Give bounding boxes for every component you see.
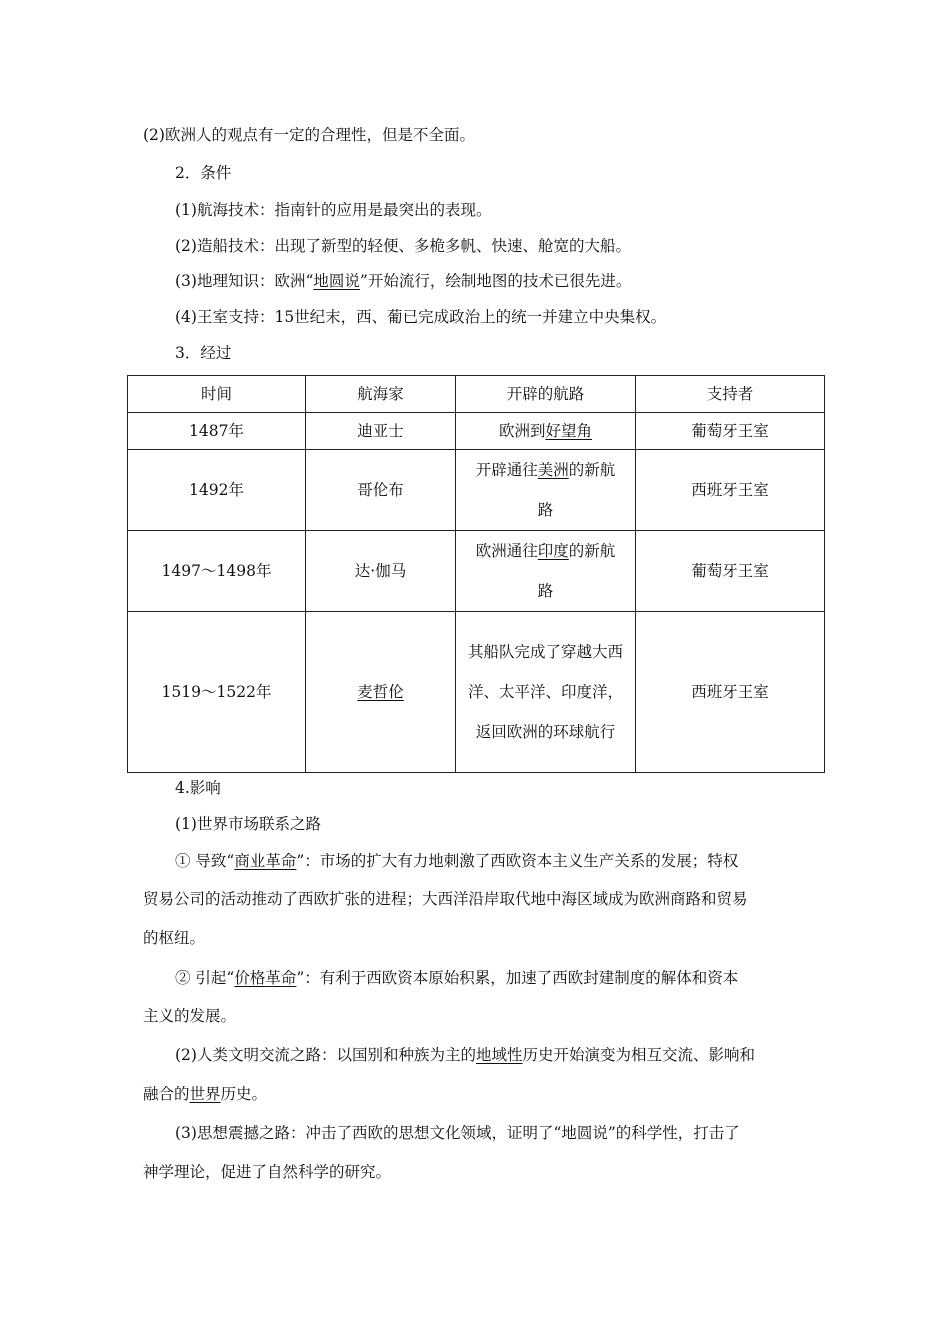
civ-l2-underlined: 世界 (189, 1085, 221, 1103)
cell-supporter: 葡萄牙王室 (636, 531, 825, 612)
price-underlined: 价格革命 (234, 969, 297, 987)
civ-l2b: 历史。 (220, 1085, 268, 1103)
route-underlined: 好望角 (545, 422, 593, 440)
cell-supporter: 西班牙王室 (636, 450, 825, 531)
route-underlined: 印度 (537, 542, 569, 560)
geo-text-a: (3)地理知识：欧洲“ (175, 272, 314, 290)
impact-price-line2: 主义的发展。 (143, 1007, 237, 1025)
impact-thought-line1: (3)思想震撼之路：冲击了西欧的思想文化领域，证明了“地圆说”的科学性，打击了 (175, 1124, 740, 1142)
price-b: ”：有利于西欧资本原始积累，加速了西欧封建制度的解体和资本 (296, 969, 739, 987)
geo-underlined: 地圆说 (313, 272, 360, 290)
condition-royal-support: (4)王室支持：15世纪末，西、葡已完成政治上的统一并建立中央集权。 (175, 308, 667, 326)
civ-b: 历史开始演变为相互交流、影响和 (522, 1046, 755, 1064)
civ-l2a: 融合的 (143, 1085, 190, 1103)
commercial-underlined: 商业革命 (234, 852, 297, 870)
condition-shipbuilding: (2)造船技术：出现了新型的轻便、多桅多帆、快速、舱宽的大船。 (175, 237, 631, 255)
route-underlined: 美洲 (537, 461, 569, 479)
civ-a: (2)人类文明交流之路：以国别和种族为主的 (175, 1046, 476, 1064)
table-row (128, 413, 825, 450)
impact-civilization-line1 (175, 1044, 755, 1066)
heading-conditions: 2．条件 (175, 164, 232, 182)
heading-process: 3．经过 (175, 344, 232, 362)
table-row (128, 450, 825, 531)
cell-time: 1487年 (128, 413, 306, 450)
heading-impact: 4.影响 (175, 779, 221, 797)
impact-market: (1)世界市场联系之路 (175, 815, 321, 833)
route-text: 欧洲到 (498, 422, 546, 440)
geo-text-b: ”开始流行，绘制地图的技术已很先进。 (359, 272, 632, 290)
table-header-row (128, 376, 825, 413)
table-row (128, 531, 825, 612)
cell-route (456, 531, 636, 612)
impact-civilization-line2 (143, 1083, 267, 1105)
impact-price-line1 (175, 967, 738, 989)
header-supporter: 支持者 (636, 376, 825, 413)
route-text: 欧洲通往 (475, 542, 538, 560)
cell-time: 1497～1498年 (128, 531, 306, 612)
cell-route (456, 450, 636, 531)
cell-route: 其船队完成了穿越大西洋、太平洋、印度洋，返回欧洲的环球航行 (456, 612, 636, 773)
cell-time: 1492年 (128, 450, 306, 531)
price-a: ② 引起“ (175, 969, 235, 987)
cell-navigator: 哥伦布 (306, 450, 456, 531)
impact-commercial-line1 (175, 850, 738, 872)
cell-navigator: 达·伽马 (306, 531, 456, 612)
header-route: 开辟的航路 (456, 376, 636, 413)
cell-time: 1519～1522年 (128, 612, 306, 773)
impact-commercial-line3: 的枢纽。 (143, 929, 206, 947)
voyage-table (127, 375, 825, 773)
impact-commercial-line2: 贸易公司的活动推动了西欧扩张的进程；大西洋沿岸取代地中海区域成为欧洲商路和贸易 (143, 890, 748, 908)
condition-geography (175, 270, 631, 292)
cell-navigator (306, 612, 456, 773)
impact-thought-line2: 神学理论，促进了自然科学的研究。 (143, 1163, 392, 1181)
commercial-b: ”：市场的扩大有力地刺激了西欧资本主义生产关系的发展；特权 (296, 852, 739, 870)
table-row (128, 612, 825, 773)
cell-supporter: 西班牙王室 (636, 612, 825, 773)
cell-navigator: 迪亚士 (306, 413, 456, 450)
route-text-end: 的新航路 (537, 542, 616, 600)
commercial-a: ① 导致“ (175, 852, 235, 870)
header-time: 时间 (128, 376, 306, 413)
condition-navigation: (1)航海技术：指南针的应用是最突出的表现。 (175, 201, 492, 219)
navigator-underlined: 麦哲伦 (357, 683, 404, 701)
route-text-end: 的新航路 (537, 461, 616, 519)
route-text: 开辟通往 (475, 461, 538, 479)
cell-route (456, 413, 636, 450)
cell-supporter: 葡萄牙王室 (636, 413, 825, 450)
header-navigator: 航海家 (306, 376, 456, 413)
paragraph-opinion: (2)欧洲人的观点有一定的合理性，但是不全面。 (143, 126, 475, 144)
civ-underlined: 地域性 (475, 1046, 523, 1064)
